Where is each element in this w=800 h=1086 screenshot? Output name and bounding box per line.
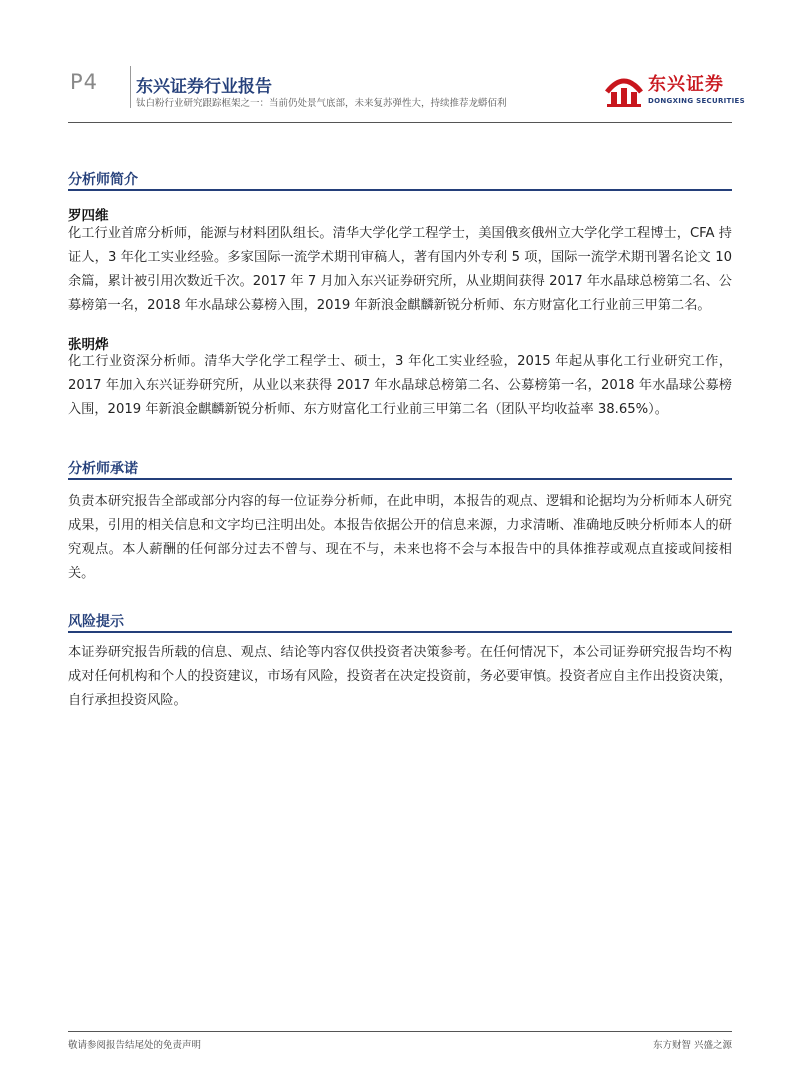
section-rule bbox=[68, 478, 732, 480]
report-title: 东兴证券行业报告 bbox=[136, 77, 272, 97]
company-logo bbox=[604, 68, 745, 114]
logo-name: 东兴证券 bbox=[648, 74, 724, 95]
analyst-name: 罗四维 bbox=[68, 208, 109, 224]
page-number: P4 bbox=[70, 70, 99, 94]
analyst-name: 张明烨 bbox=[68, 337, 109, 353]
commitment-text: 负责本研究报告全部或部分内容的每一位证券分析师，在此申明，本报告的观点、逻辑和论据均为分析师本人研究成果，引用的相关信息和文字均已注明出处。本报告依据公开的信息来源，力求清晰、准确地反映分析师本人的研究观点。本人薪酬的任何部分过去不曾与、现在不与，未来也将不会与本报告中的具体推荐或观点直接或间接相关。 bbox=[68, 494, 732, 581]
footer-disclaimer-note: 敬请参阅报告结尾处的免责声明 bbox=[68, 1040, 202, 1051]
analyst-bio: 化工行业首席分析师，能源与材料团队组长。清华大学化学工程学士，美国俄亥俄州立大学化学工程博士，CFA 持证人，3 年化工实业经验。多家国际一流学术期刊审稿人，著有国内外专利 5 项，国际一流学术期刊署名论文 10 余篇，累计被引用次数近千次。2017 年 7 月加入东兴证券研究所，从业期间获得 2017 年水晶球总榜第二名、公募榜第一名，2018 年水晶球公募榜入围，2019 年新浪金麒麟新锐分析师、东方财富化工行业前三甲第二名。 bbox=[68, 226, 732, 313]
logo-english-name: DONGXING SECURITIES bbox=[648, 97, 745, 105]
page-header bbox=[68, 62, 745, 124]
section-rule bbox=[68, 189, 732, 191]
footer-slogan: 东方财智 兴盛之源 bbox=[652, 1040, 732, 1051]
analyst-bio: 化工行业资深分析师。清华大学化学工程学士、硕士，3 年化工实业经验，2015 年起从事化工行业研究工作，2017 年加入东兴证券研究所，从业以来获得 2017 年水晶球总榜第二名、公募榜第一名，2018 年水晶球公募榜入围，2019 年新浪金麒麟新锐分析师、东方财富化工行业前三甲第二名（团队平均收益率 38.65%）。 bbox=[68, 354, 732, 417]
section-heading-analyst-commitment: 分析师承诺 bbox=[68, 461, 138, 477]
section-rule bbox=[68, 631, 732, 633]
risk-warning-text: 本证券研究报告所载的信息、观点、结论等内容仅供投资者决策参考。在任何情况下，本公司证券研究报告均不构成对任何机构和个人的投资建议，市场有风险，投资者在决定投资前，务必要审慎。投资者应自主作出投资决策，自行承担投资风险。 bbox=[68, 645, 732, 708]
section-heading-analyst-intro: 分析师简介 bbox=[68, 172, 138, 188]
logo-mark-icon bbox=[604, 68, 644, 108]
section-heading-risk-warning: 风险提示 bbox=[68, 614, 124, 630]
footer-rule bbox=[68, 1031, 732, 1032]
report-subtitle: 钛白粉行业研究跟踪框架之一：当前仍处景气底部，未来复苏弹性大，持续推荐龙蟒佰利 bbox=[136, 98, 507, 109]
header-rule bbox=[68, 122, 732, 123]
header-divider bbox=[130, 66, 131, 108]
